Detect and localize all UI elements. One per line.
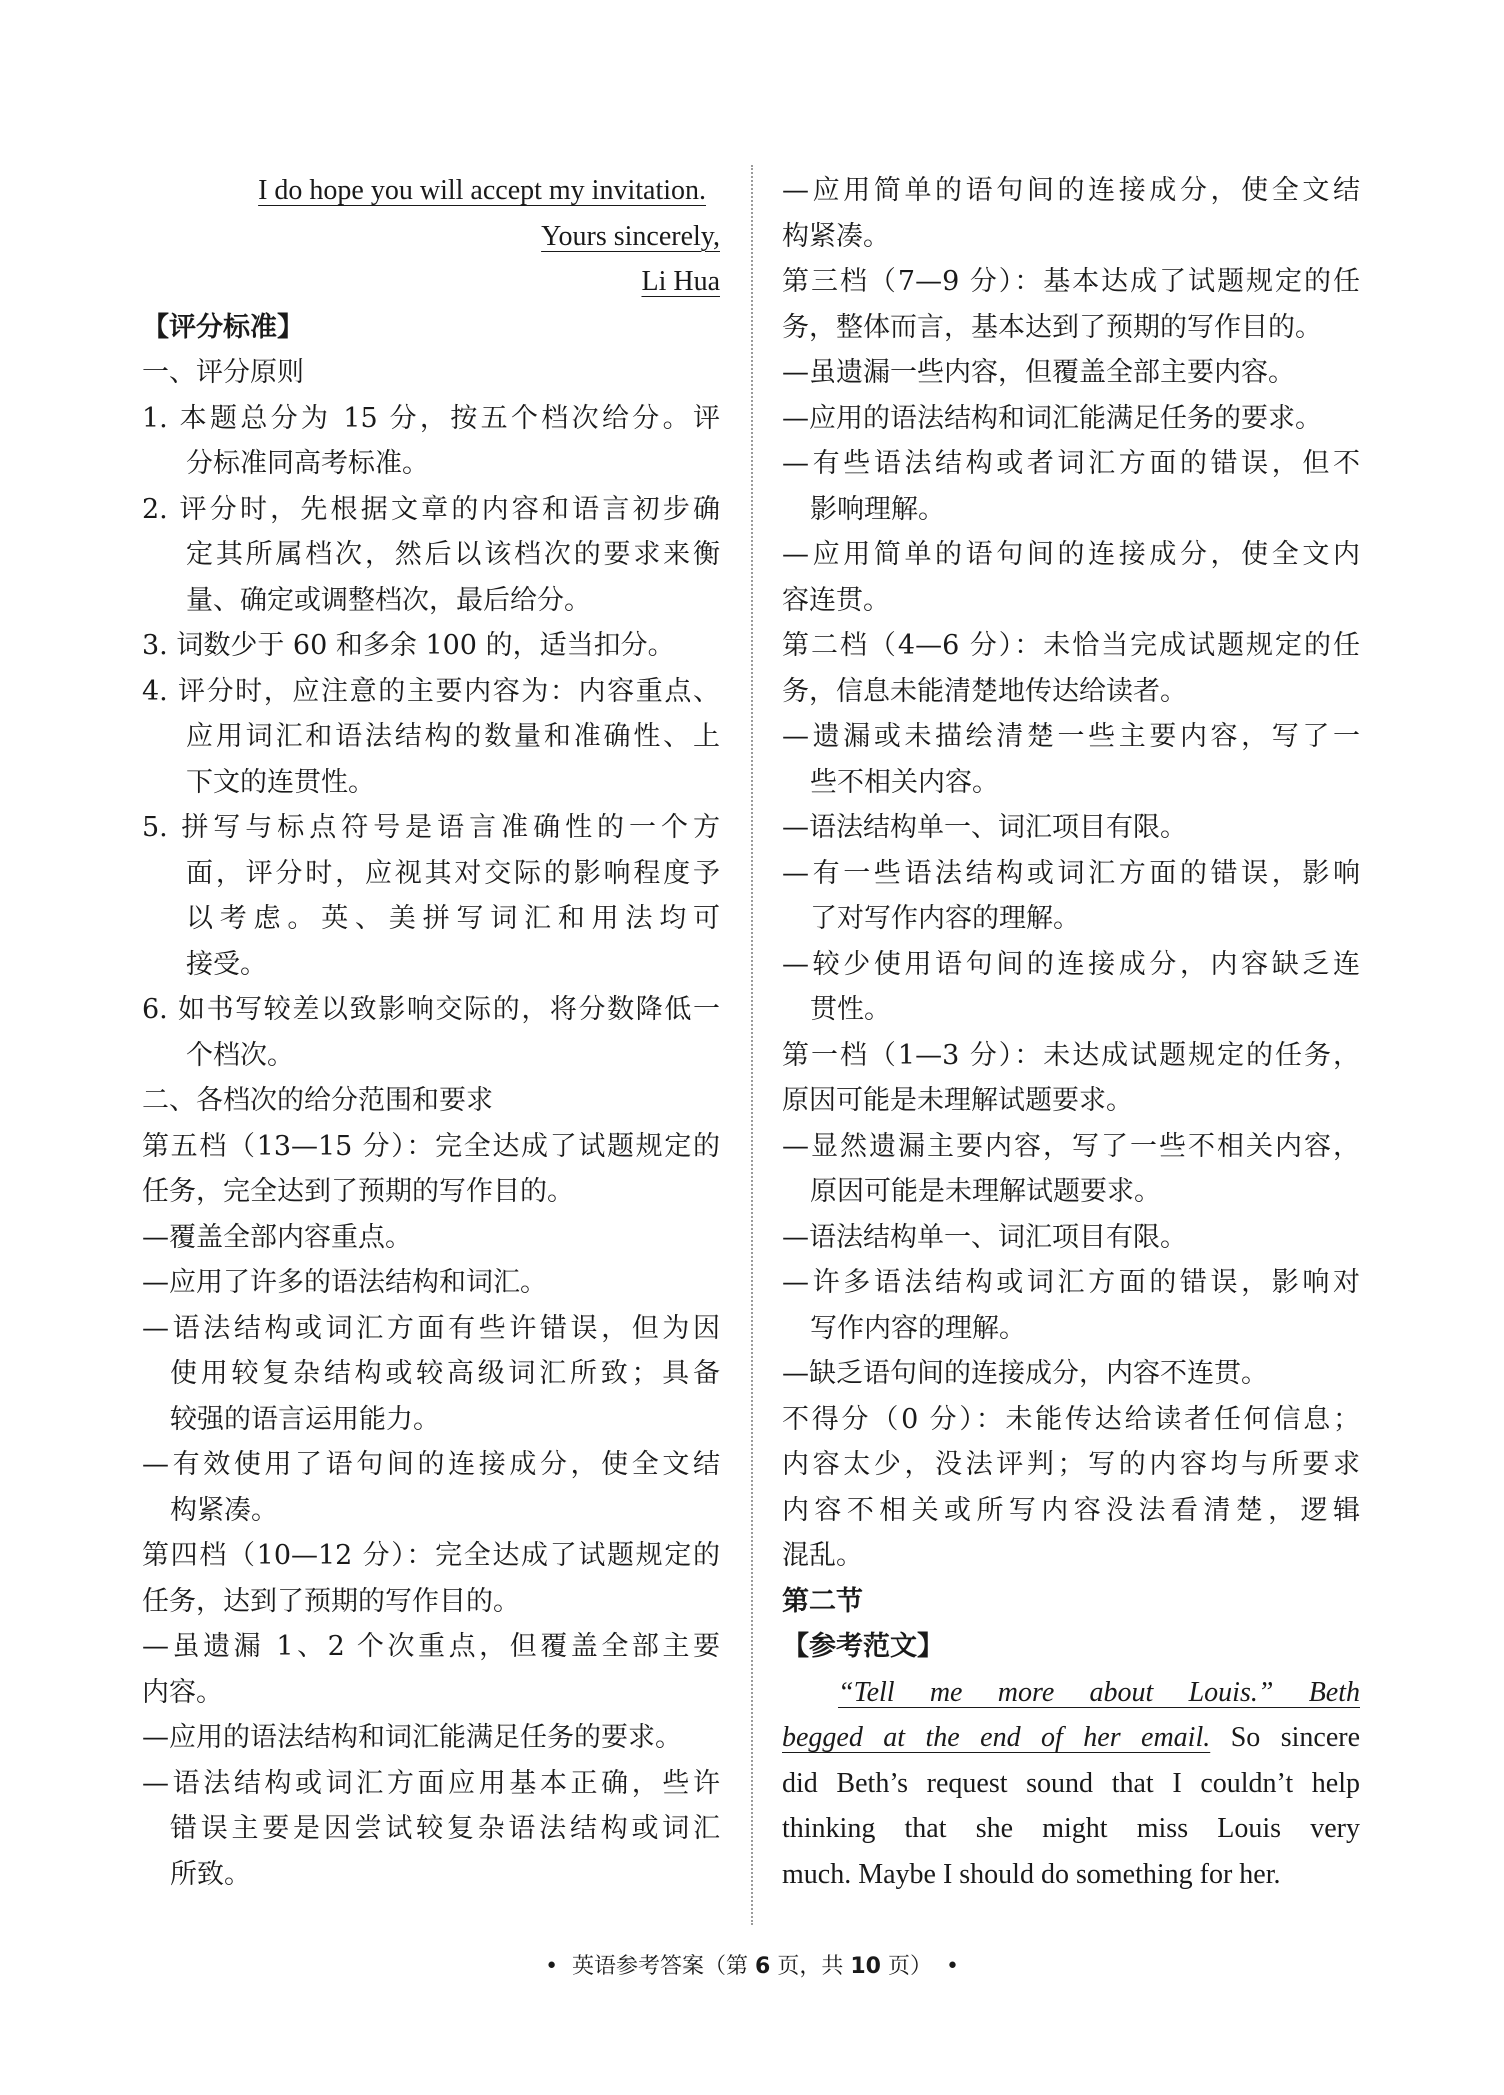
right-column xyxy=(782,168,1360,1897)
text-line: 写作内容的理解。 xyxy=(810,1312,1026,1344)
text-line: —遗漏或未描绘清楚一些主要内容，写了一 xyxy=(782,721,1360,752)
text-line: 内容太少，没法评判；写的内容均与所要求 xyxy=(782,1449,1360,1480)
text-line: 原因可能是未理解试题要求。 xyxy=(782,1085,1133,1116)
text-line: 容连贯。 xyxy=(782,584,890,616)
text-line: 使用较复杂结构或较高级词汇所致；具备 xyxy=(170,1358,720,1389)
text-line: —语法结构或词汇方面应用基本正确，些许 xyxy=(142,1767,720,1799)
text-line: 务，整体而言，基本达到了预期的写作目的。 xyxy=(782,311,1322,343)
essay-line: “Tell me more about Louis.” Beth xyxy=(838,1676,1360,1708)
text-line: 任务，达到了预期的写作目的。 xyxy=(142,1585,520,1617)
text-line: 内容不相关或所写内容没法看清楚，逻辑 xyxy=(782,1494,1360,1526)
text-line: 接受。 xyxy=(186,948,267,980)
text-line: —应用简单的语句间的连接成分，使全文内 xyxy=(782,539,1360,570)
text-line: —应用的语法结构和词汇能满足任务的要求。 xyxy=(142,1722,682,1753)
text-line: 任务，完全达到了预期的写作目的。 xyxy=(142,1176,574,1207)
letter-signature: Li Hua xyxy=(641,266,720,297)
essay-line: did Beth’s request sound that I couldn’t help xyxy=(782,1767,1360,1799)
text-line: 错误主要是因尝试较复杂语法结构或词汇 xyxy=(170,1813,720,1844)
text-line: —缺乏语句间的连接成分，内容不连贯。 xyxy=(782,1358,1268,1389)
text-line: 面，评分时，应视其对交际的影响程度予 xyxy=(186,857,720,889)
text-line: 4. 评分时，应注意的主要内容为：内容重点、 xyxy=(142,675,720,707)
text-line: 分标准同高考标准。 xyxy=(186,448,429,479)
text-line: 第五档（13—15 分）：完全达成了试题规定的 xyxy=(142,1130,720,1162)
text-line: 所致。 xyxy=(170,1858,251,1890)
text-line: 2. 评分时，先根据文章的内容和语言初步确 xyxy=(142,493,720,525)
text-line: 第二档（4—6 分）：未恰当完成试题规定的任 xyxy=(782,630,1360,661)
text-line: 构紧凑。 xyxy=(782,220,890,252)
text-line: 构紧凑。 xyxy=(170,1494,278,1526)
text-line: 较强的语言运用能力。 xyxy=(170,1403,440,1435)
text-line: 5. 拼写与标点符号是语言准确性的一个方 xyxy=(142,812,720,843)
text-line: 第一档（1—3 分）：未达成试题规定的任务， xyxy=(782,1039,1360,1071)
text-line: —语法结构或词汇方面有些许错误，但为因 xyxy=(142,1312,720,1344)
text-line: —有效使用了语句间的连接成分，使全文结 xyxy=(142,1449,720,1480)
text-line: —语法结构单一、词汇项目有限。 xyxy=(782,1221,1187,1253)
text-line: —许多语法结构或词汇方面的错误，影响对 xyxy=(782,1267,1360,1298)
letter-sign-off: Yours sincerely, xyxy=(541,220,720,252)
text-line: —显然遗漏主要内容，写了一些不相关内容， xyxy=(782,1130,1360,1162)
text-line: 第四档（10—12 分）：完全达成了试题规定的 xyxy=(142,1540,720,1571)
text-line: —应用的语法结构和词汇能满足任务的要求。 xyxy=(782,402,1322,434)
text-line: 以考虑。英、美拼写词汇和用法均可 xyxy=(186,903,720,934)
essay-line: much. Maybe I should do something for her. xyxy=(782,1858,1281,1890)
text-line: —有些语法结构或者词汇方面的错误，但不 xyxy=(782,448,1360,479)
section-heading: 【参考范文】 xyxy=(782,1631,944,1662)
text-line: 量、确定或调整档次，最后给分。 xyxy=(186,584,591,616)
text-line: 务，信息未能清楚地传达给读者。 xyxy=(782,675,1187,707)
text-line: —较少使用语句间的连接成分，内容缺乏连 xyxy=(782,948,1360,980)
text-line: 6. 如书写较差以致影响交际的，将分数降低一 xyxy=(142,994,720,1025)
text-line: 二、各档次的给分范围和要求 xyxy=(142,1085,493,1116)
text-line: 3. 词数少于 60 和多余 100 的，适当扣分。 xyxy=(142,630,675,661)
text-line: 下文的连贯性。 xyxy=(186,766,375,798)
text-line: 原因可能是未理解试题要求。 xyxy=(810,1176,1161,1207)
text-line: —应用简单的语句间的连接成分，使全文结 xyxy=(782,175,1360,206)
text-line: 内容。 xyxy=(142,1676,223,1708)
text-line: 些不相关内容。 xyxy=(810,766,999,798)
essay-line: begged at the end of her email. So sincere xyxy=(782,1722,1360,1753)
text-line: —有一些语法结构或词汇方面的错误，影响 xyxy=(782,857,1360,889)
text-line: —虽遗漏 1、2 个次重点，但覆盖全部主要 xyxy=(142,1631,720,1662)
model-essay xyxy=(782,1670,1360,1898)
section-heading: 第二节 xyxy=(782,1585,863,1617)
text-line: 1. 本题总分为 15 分，按五个档次给分。评 xyxy=(142,402,720,434)
scoring-criteria-right xyxy=(782,168,1360,1670)
left-column xyxy=(142,168,720,1897)
text-line: —语法结构单一、词汇项目有限。 xyxy=(782,812,1187,843)
text-line: 混乱。 xyxy=(782,1540,863,1571)
text-line: 一、评分原则 xyxy=(142,357,304,388)
section-heading: 【评分标准】 xyxy=(142,311,304,343)
letter-closing-line: I do hope you will accept my invitation. xyxy=(258,175,706,206)
text-line: 应用词汇和语法结构的数量和准确性、上 xyxy=(186,721,720,752)
text-line: 贯性。 xyxy=(810,994,891,1025)
text-line: 了对写作内容的理解。 xyxy=(810,903,1080,934)
essay-line: thinking that she might miss Louis very xyxy=(782,1813,1360,1844)
page-footer: • 英语参考答案（第 6 页，共 10 页） • xyxy=(545,1954,959,1979)
text-line: —虽遗漏一些内容，但覆盖全部主要内容。 xyxy=(782,357,1295,388)
scoring-criteria-left xyxy=(142,305,720,1898)
text-line: 第三档（7—9 分）：基本达成了试题规定的任 xyxy=(782,266,1360,297)
text-line: 不得分（0 分）：未能传达给读者任何信息； xyxy=(782,1403,1360,1435)
column-divider xyxy=(751,165,753,1925)
text-line: 个档次。 xyxy=(186,1039,294,1071)
text-line: —覆盖全部内容重点。 xyxy=(142,1221,412,1253)
text-line: 影响理解。 xyxy=(810,493,945,525)
text-line: —应用了许多的语法结构和词汇。 xyxy=(142,1267,547,1298)
text-line: 定其所属档次，然后以该档次的要求来衡 xyxy=(186,539,720,570)
